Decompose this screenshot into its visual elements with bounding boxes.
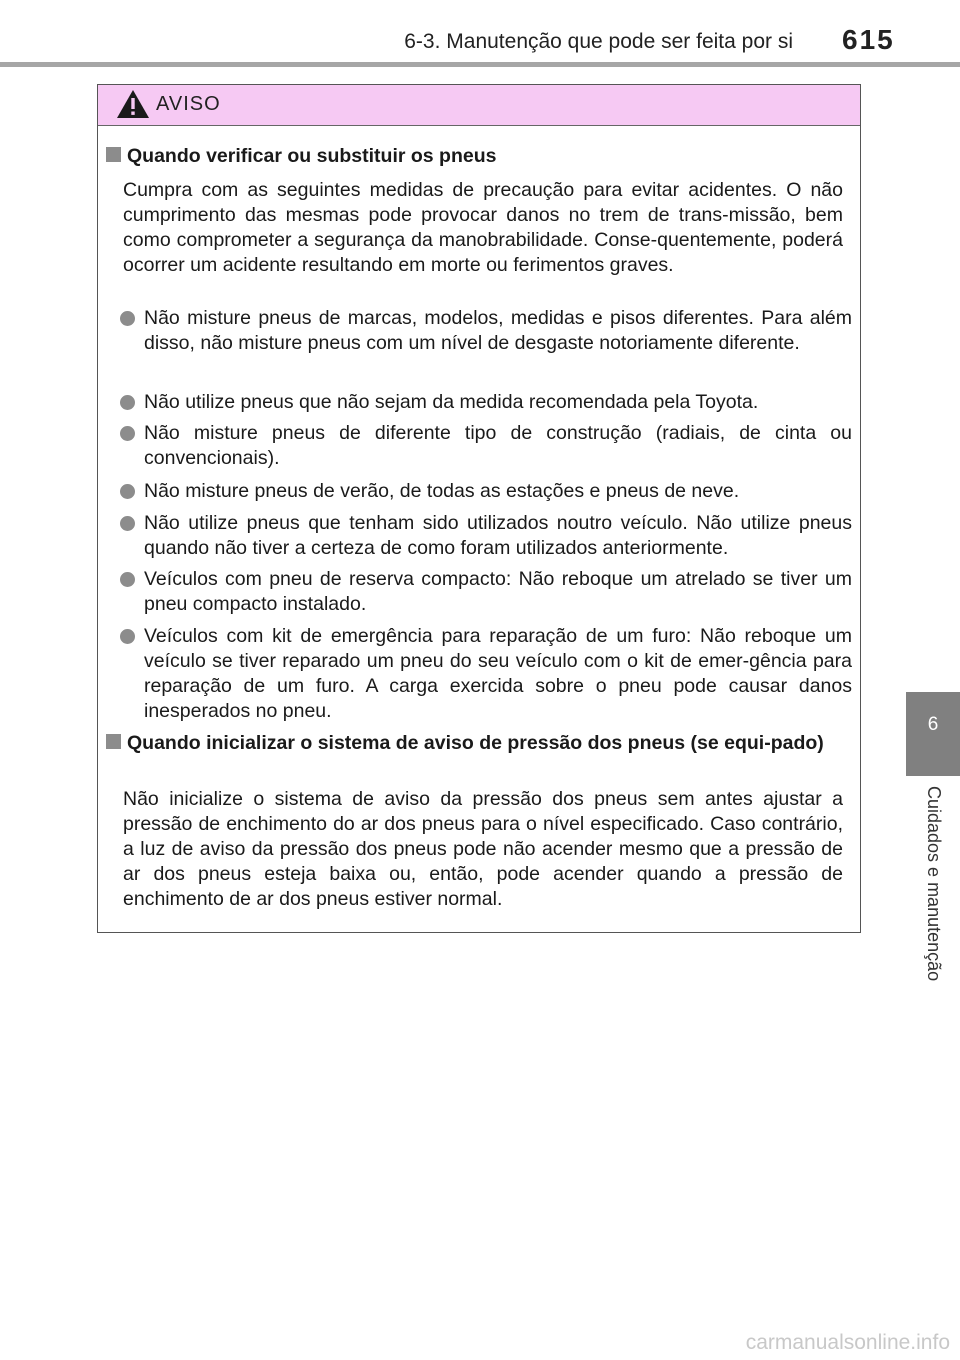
chapter-label-text: Cuidados e manutenção <box>924 786 944 982</box>
chapter-number: 6 <box>927 714 939 735</box>
footer-watermark: carmanualsonline.info <box>745 1331 950 1354</box>
list-item-text: Não misture pneus de marcas, modelos, medidas e pisos diferentes. Para além disso, não misture pneus com um nível de desgaste notoriamente diferente. <box>144 307 852 354</box>
section-title: 6-3. Manutenção que pode ser feita por si <box>404 30 793 53</box>
list-item-text: Veículos com kit de emergência para reparação de um furo: Não reboque um veículo se tiver reparado um pneu do seu veículo com o kit de emer-gência para reparação de um furo. A carga exercida sobre o pneu pode causar danos inesperados no pneu. <box>144 625 852 722</box>
list-item-text: Não utilize pneus que não sejam da medida recomendada pela Toyota. <box>144 391 759 413</box>
section-intro: Não inicialize o sistema de aviso da pressão dos pneus sem antes ajustar a pressão de enchimento do ar dos pneus para o nível especificado. Caso contrário, a luz de aviso da pressão dos pneus pode não acender mesmo que a pressão de ar dos pneus esteja baixa ou, então, pode acender quando a pressão de enchimento de ar dos pneus estiver normal. <box>123 788 843 910</box>
section-heading-text: Quando verificar ou substituir os pneus <box>127 145 497 167</box>
list-item-text: Não misture pneus de diferente tipo de construção (radiais, de cinta ou convencionais). <box>144 422 852 469</box>
list-item-text: Não misture pneus de verão, de todas as estações e pneus de neve. <box>144 480 740 502</box>
list-item-text: Veículos com pneu de reserva compacto: Não reboque um atrelado se tiver um pneu compacto instalado. <box>144 568 852 615</box>
warning-title: AVISO <box>156 93 221 115</box>
section-intro: Cumpra com as seguintes medidas de precaução para evitar acidentes. O não cumprimento das mesmas pode provocar danos no trem de trans-missão, bem como comprometer a segurança da manobrabilidade. Conse-quentemente, poderá ocorrer um acidente resultando em morte ou ferimentos graves. <box>123 179 843 276</box>
section-heading-text: Quando inicializar o sistema de aviso de pressão dos pneus (se equi-pado) <box>127 732 824 754</box>
list-item-text: Não utilize pneus que tenham sido utilizados noutro veículo. Não utilize pneus quando não tiver a certeza de como foram utilizados anteriormente. <box>144 512 852 559</box>
page-number: 615 <box>842 24 895 55</box>
